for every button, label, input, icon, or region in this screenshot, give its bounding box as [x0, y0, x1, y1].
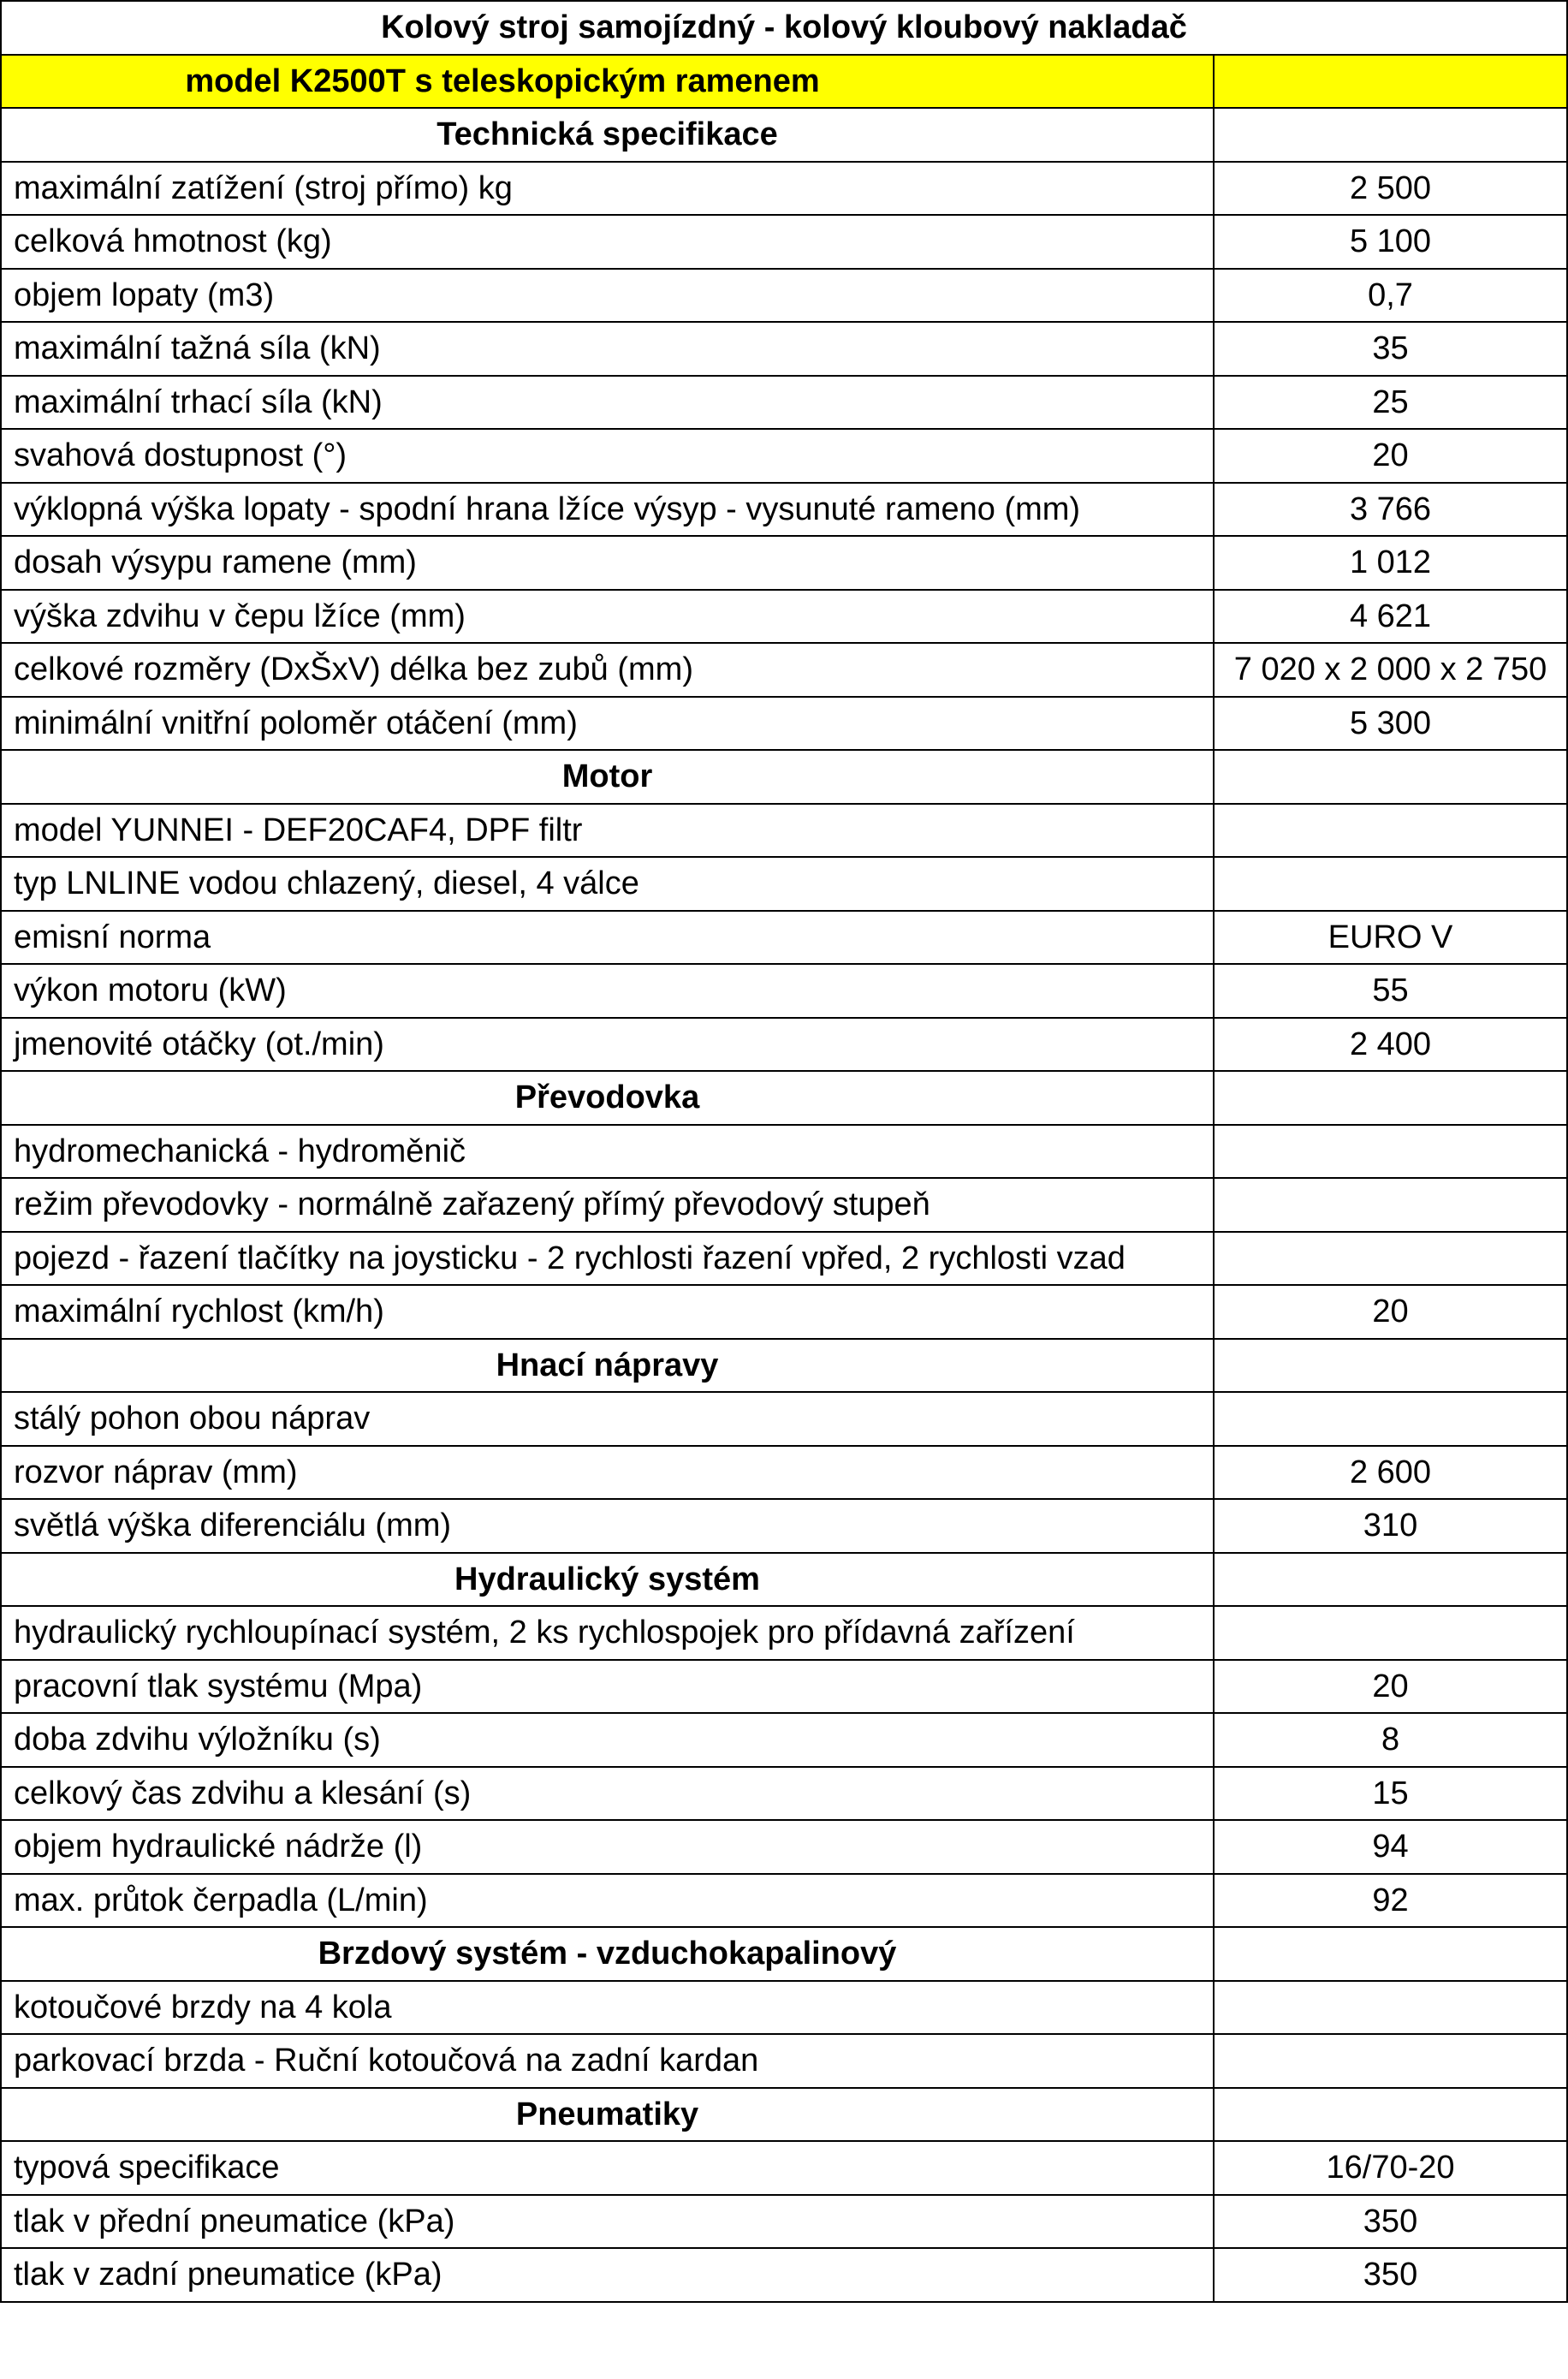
spec-value [1214, 804, 1567, 858]
spec-value: 5 300 [1214, 697, 1567, 751]
spec-row [1, 1874, 1567, 1928]
spec-row [1, 162, 1567, 216]
spec-row [1, 269, 1567, 323]
spec-row [1, 2195, 1567, 2249]
spec-label: objem hydraulické nádrže (l) [1, 1820, 1214, 1874]
spec-row [1, 1767, 1567, 1821]
spec-row [1, 804, 1567, 858]
spec-label: celkový čas zdvihu a klesání (s) [1, 1767, 1214, 1821]
spec-label: model YUNNEI - DEF20CAF4, DPF filtr [1, 804, 1214, 858]
spec-value [1214, 1981, 1567, 2035]
spec-value: 55 [1214, 964, 1567, 1018]
spec-table-body [1, 1, 1567, 2302]
section-value-cell [1214, 1927, 1567, 1981]
section-header-row [1, 1071, 1567, 1125]
spec-label: emisní norma [1, 911, 1214, 965]
section-header-row [1, 750, 1567, 804]
spec-value [1214, 1178, 1567, 1232]
spec-label: max. průtok čerpadla (L/min) [1, 1874, 1214, 1928]
section-header-row [1, 1553, 1567, 1607]
spec-value [1214, 1125, 1567, 1179]
spec-value: 310 [1214, 1499, 1567, 1553]
spec-label: maximální rychlost (km/h) [1, 1285, 1214, 1339]
spec-label: kotoučové brzdy na 4 kola [1, 1981, 1214, 2035]
spec-value: 350 [1214, 2195, 1567, 2249]
spec-label: typová specifikace [1, 2141, 1214, 2195]
spec-label: pracovní tlak systému (Mpa) [1, 1660, 1214, 1714]
spec-value: 94 [1214, 1820, 1567, 1874]
spec-row [1, 1446, 1567, 1500]
section-value-cell [1214, 1339, 1567, 1393]
spec-row [1, 2248, 1567, 2302]
section-value-cell [1214, 1553, 1567, 1607]
spec-row [1, 1499, 1567, 1553]
spec-label: maximální zatížení (stroj přímo) kg [1, 162, 1214, 216]
section-heading: Pneumatiky [1, 2088, 1214, 2142]
spec-label: rozvor náprav (mm) [1, 1446, 1214, 1500]
spec-value: EURO V [1214, 911, 1567, 965]
section-header-row [1, 1339, 1567, 1393]
spec-label: tlak v přední pneumatice (kPa) [1, 2195, 1214, 2249]
spec-row [1, 911, 1567, 965]
spec-row [1, 1125, 1567, 1179]
spec-row [1, 857, 1567, 911]
section-value-cell [1214, 1071, 1567, 1125]
spec-value: 16/70-20 [1214, 2141, 1567, 2195]
spec-row [1, 2141, 1567, 2195]
spec-row [1, 1820, 1567, 1874]
spec-label: typ LNLINE vodou chlazený, diesel, 4 válce [1, 857, 1214, 911]
spec-value [1214, 1606, 1567, 1660]
spec-label: režim převodovky - normálně zařazený přímý převodový stupeň [1, 1178, 1214, 1232]
spec-value [1214, 857, 1567, 911]
spec-row [1, 1981, 1567, 2035]
spec-value [1214, 1392, 1567, 1446]
section-value-cell [1214, 2088, 1567, 2142]
section-heading: Hnací nápravy [1, 1339, 1214, 1393]
spec-label: parkovací brzda - Ruční kotoučová na zadní kardan [1, 2034, 1214, 2088]
spec-label: tlak v zadní pneumatice (kPa) [1, 2248, 1214, 2302]
spec-row [1, 1178, 1567, 1232]
spec-row [1, 1660, 1567, 1714]
spec-label: celkové rozměry (DxŠxV) délka bez zubů (mm) [1, 643, 1214, 697]
spec-label: jmenovité otáčky (ot./min) [1, 1018, 1214, 1072]
spec-value: 25 [1214, 376, 1567, 430]
spec-row [1, 964, 1567, 1018]
spec-label: stálý pohon obou náprav [1, 1392, 1214, 1446]
spec-value: 20 [1214, 1660, 1567, 1714]
spec-value: 2 500 [1214, 162, 1567, 216]
spec-label: svahová dostupnost (°) [1, 429, 1214, 483]
spec-label: maximální trhací síla (kN) [1, 376, 1214, 430]
section-heading: Brzdový systém - vzduchokapalinový [1, 1927, 1214, 1981]
spec-row [1, 536, 1567, 590]
spec-value: 5 100 [1214, 215, 1567, 269]
spec-value: 3 766 [1214, 483, 1567, 537]
spec-row [1, 697, 1567, 751]
spec-label: doba zdvihu výložníku (s) [1, 1713, 1214, 1767]
spec-label: minimální vnitřní poloměr otáčení (mm) [1, 697, 1214, 751]
section-value-cell [1214, 750, 1567, 804]
spec-row [1, 1606, 1567, 1660]
spec-value [1214, 2034, 1567, 2088]
document-title: Kolový stroj samojízdný - kolový kloubový nakladač [1, 1, 1567, 55]
spec-label: hydraulický rychloupínací systém, 2 ks rychlospojek pro přídavná zařízení [1, 1606, 1214, 1660]
spec-label: dosah výsypu ramene (mm) [1, 536, 1214, 590]
spec-value: 0,7 [1214, 269, 1567, 323]
spec-value: 20 [1214, 429, 1567, 483]
spec-row [1, 1392, 1567, 1446]
spec-value: 35 [1214, 322, 1567, 376]
spec-label: světlá výška diferenciálu (mm) [1, 1499, 1214, 1553]
spec-value: 15 [1214, 1767, 1567, 1821]
section-header-row [1, 1927, 1567, 1981]
spec-row [1, 590, 1567, 644]
spec-label: výška zdvihu v čepu lžíce (mm) [1, 590, 1214, 644]
spec-value: 92 [1214, 1874, 1567, 1928]
spec-value: 2 600 [1214, 1446, 1567, 1500]
model-name: model K2500T s teleskopickým ramenem [1, 55, 1214, 109]
spec-label: objem lopaty (m3) [1, 269, 1214, 323]
section-heading: Převodovka [1, 1071, 1214, 1125]
spec-value: 8 [1214, 1713, 1567, 1767]
spec-row [1, 1285, 1567, 1339]
spec-row [1, 429, 1567, 483]
spec-value: 350 [1214, 2248, 1567, 2302]
spec-row [1, 1713, 1567, 1767]
spec-label: výkon motoru (kW) [1, 964, 1214, 1018]
spec-value: 4 621 [1214, 590, 1567, 644]
spec-value: 1 012 [1214, 536, 1567, 590]
spec-row [1, 215, 1567, 269]
spec-label: celková hmotnost (kg) [1, 215, 1214, 269]
spec-row [1, 483, 1567, 537]
spec-value: 20 [1214, 1285, 1567, 1339]
model-value-cell [1214, 55, 1567, 109]
spec-label: výklopná výška lopaty - spodní hrana lžíce výsyp - vysunuté rameno (mm) [1, 483, 1214, 537]
spec-value: 7 020 x 2 000 x 2 750 [1214, 643, 1567, 697]
spec-value [1214, 1232, 1567, 1286]
spec-label: pojezd - řazení tlačítky na joysticku - 2 rychlosti řazení vpřed, 2 rychlosti vzad [1, 1232, 1214, 1286]
section-heading: Motor [1, 750, 1214, 804]
section-header-row [1, 108, 1567, 162]
section-value-cell [1214, 108, 1567, 162]
title-row [1, 1, 1567, 55]
spec-label: maximální tažná síla (kN) [1, 322, 1214, 376]
section-header-row [1, 2088, 1567, 2142]
spec-row [1, 2034, 1567, 2088]
spec-value: 2 400 [1214, 1018, 1567, 1072]
spec-label: hydromechanická - hydroměnič [1, 1125, 1214, 1179]
section-heading: Technická specifikace [1, 108, 1214, 162]
spec-row [1, 322, 1567, 376]
spec-row [1, 643, 1567, 697]
spec-row [1, 376, 1567, 430]
spec-row [1, 1018, 1567, 1072]
model-row [1, 55, 1567, 109]
spec-row [1, 1232, 1567, 1286]
section-heading: Hydraulický systém [1, 1553, 1214, 1607]
